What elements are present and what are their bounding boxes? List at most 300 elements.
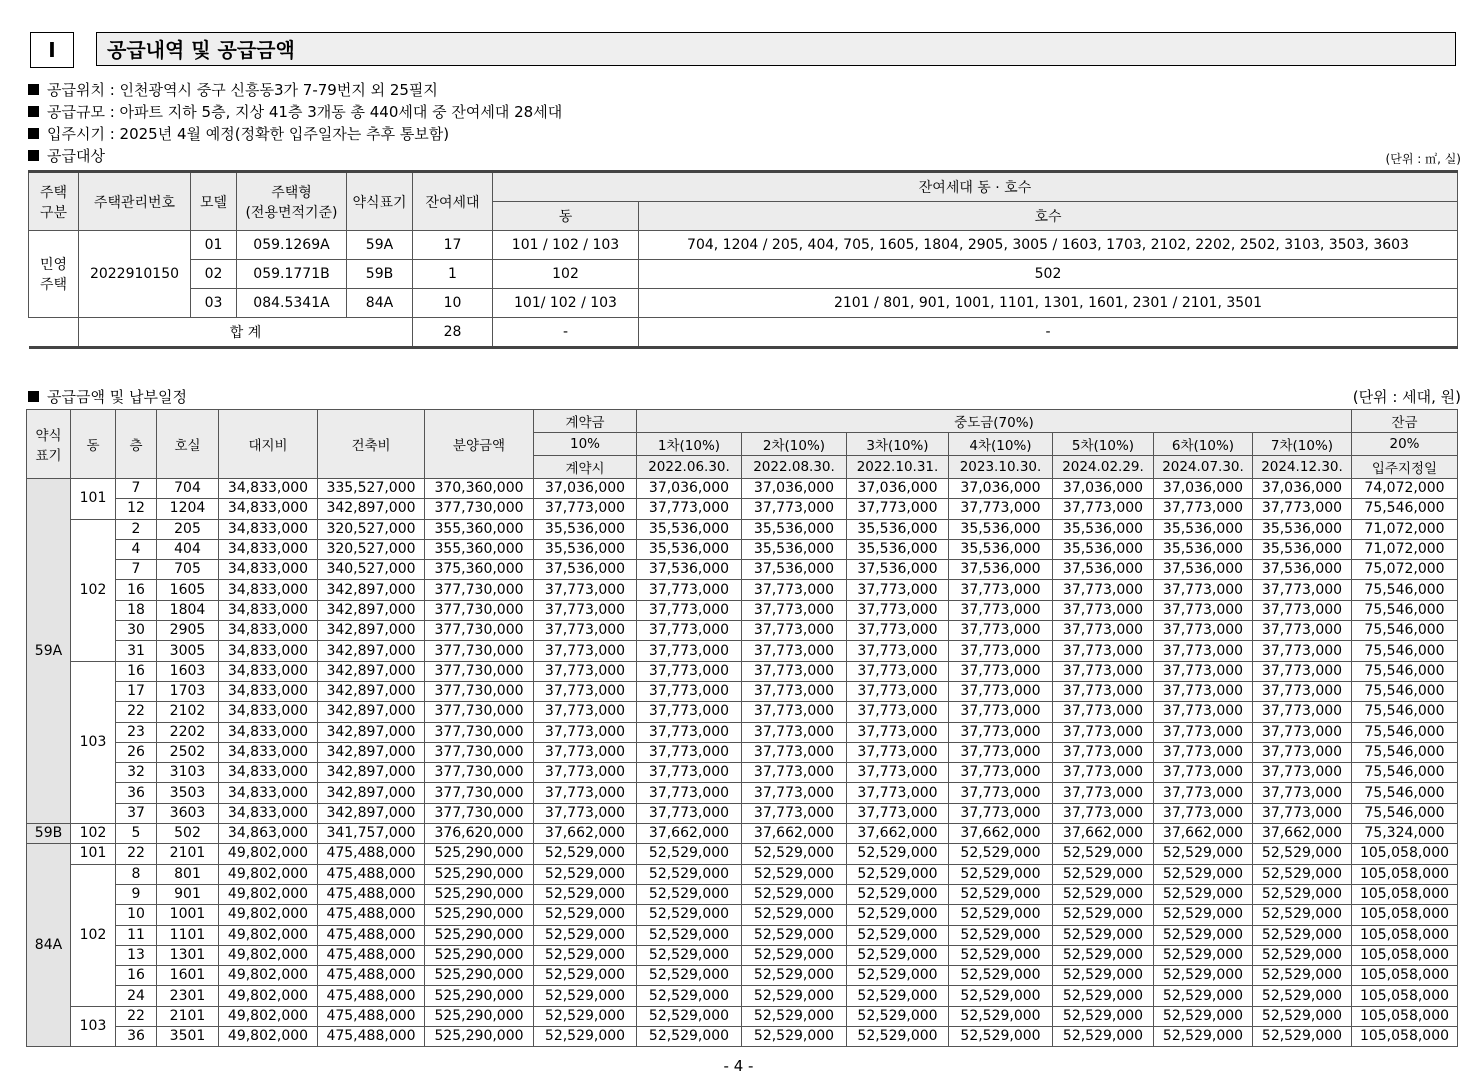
header-middle-label: 6차(10%) <box>1154 433 1253 456</box>
cell-ho: 1301 <box>157 945 219 965</box>
cell-land: 34,833,000 <box>219 621 318 641</box>
cell-middle: 52,529,000 <box>1253 925 1352 945</box>
cell-total: 377,730,000 <box>425 641 534 661</box>
cell-middle: 37,662,000 <box>1154 824 1253 844</box>
cell-balance: 105,058,000 <box>1352 905 1458 925</box>
price-row <box>27 499 1458 519</box>
cell-middle: 37,773,000 <box>1154 783 1253 803</box>
cell-middle: 37,773,000 <box>742 803 847 823</box>
cell-middle: 37,773,000 <box>742 600 847 620</box>
cell-abbr: 84A <box>27 844 71 1047</box>
header-dong: 동 <box>71 410 116 479</box>
cell-land: 49,802,000 <box>219 986 318 1006</box>
cell-balance: 71,072,000 <box>1352 519 1458 539</box>
cell-middle: 37,773,000 <box>949 702 1053 722</box>
cell-contract: 52,529,000 <box>534 945 637 965</box>
cell-floor: 36 <box>116 783 157 803</box>
cell-middle: 37,773,000 <box>637 580 742 600</box>
cell-floor: 17 <box>116 681 157 701</box>
cell-balance: 75,546,000 <box>1352 621 1458 641</box>
cell-land: 49,802,000 <box>219 864 318 884</box>
cell-floor: 32 <box>116 763 157 783</box>
price-row <box>27 681 1458 701</box>
cell-total: 525,290,000 <box>425 864 534 884</box>
total-label: 합 계 <box>79 318 413 348</box>
header-building: 건축비 <box>318 410 425 479</box>
cell-middle: 35,536,000 <box>847 519 949 539</box>
info-location: 공급위치 : 인천광역시 중구 신흥동3가 7-79번지 외 25필지 <box>28 79 438 101</box>
cell-middle: 37,773,000 <box>847 600 949 620</box>
cell-middle: 37,773,000 <box>1253 742 1352 762</box>
cell-middle: 37,536,000 <box>1053 560 1154 580</box>
cell-ho: 2905 <box>157 621 219 641</box>
cell-middle: 37,773,000 <box>1154 742 1253 762</box>
cell-ho: 3103 <box>157 763 219 783</box>
cell-ho: 901 <box>157 884 219 904</box>
price-row <box>27 661 1458 681</box>
cell-land: 34,833,000 <box>219 600 318 620</box>
cell-middle: 52,529,000 <box>742 844 847 864</box>
cell-balance: 75,546,000 <box>1352 702 1458 722</box>
cell-middle: 37,773,000 <box>1154 763 1253 783</box>
header-contract-when: 계약시 <box>534 456 637 479</box>
cell-middle: 52,529,000 <box>949 844 1053 864</box>
cell-balance: 75,546,000 <box>1352 803 1458 823</box>
section-header <box>30 32 1458 70</box>
cell-middle: 52,529,000 <box>1154 986 1253 1006</box>
cell-ho: 1601 <box>157 966 219 986</box>
cell-middle: 37,662,000 <box>742 824 847 844</box>
cell-middle: 52,529,000 <box>637 1006 742 1026</box>
cell-middle: 37,773,000 <box>637 722 742 742</box>
cell-middle: 52,529,000 <box>949 945 1053 965</box>
cell-middle: 37,773,000 <box>847 661 949 681</box>
cell-middle: 37,773,000 <box>949 681 1053 701</box>
cell-middle: 52,529,000 <box>742 945 847 965</box>
cell-middle: 37,773,000 <box>1253 763 1352 783</box>
cell-balance: 75,546,000 <box>1352 722 1458 742</box>
cell-contract: 37,773,000 <box>534 600 637 620</box>
cell-contract: 52,529,000 <box>534 884 637 904</box>
cell-balance: 75,072,000 <box>1352 560 1458 580</box>
cell-middle: 37,773,000 <box>847 641 949 661</box>
cell-building: 320,527,000 <box>318 539 425 559</box>
cell-balance: 105,058,000 <box>1352 844 1458 864</box>
cell-contract: 37,536,000 <box>534 560 637 580</box>
cell-contract: 52,529,000 <box>534 844 637 864</box>
cell-balance: 105,058,000 <box>1352 945 1458 965</box>
header-house-type: 주택형 (전용면적기준) <box>237 172 347 231</box>
cell-middle: 37,773,000 <box>949 803 1053 823</box>
cell-building: 342,897,000 <box>318 803 425 823</box>
supply-cell-remain: 10 <box>413 289 493 318</box>
price-row <box>27 844 1458 864</box>
cell-middle: 37,773,000 <box>949 763 1053 783</box>
header-dong: 동 <box>493 202 639 231</box>
cell-balance: 75,546,000 <box>1352 742 1458 762</box>
total-dong: - <box>493 318 639 348</box>
cell-total: 377,730,000 <box>425 681 534 701</box>
cell-contract: 37,773,000 <box>534 641 637 661</box>
cell-total: 377,730,000 <box>425 580 534 600</box>
cell-contract: 37,773,000 <box>534 722 637 742</box>
header-land: 대지비 <box>219 410 318 479</box>
price-row <box>27 864 1458 884</box>
cell-ho: 3503 <box>157 783 219 803</box>
header-balance-pct: 20% <box>1352 433 1458 456</box>
cell-middle: 52,529,000 <box>1053 1006 1154 1026</box>
cell-middle: 52,529,000 <box>949 925 1053 945</box>
cell-middle: 37,773,000 <box>1154 600 1253 620</box>
cell-dong: 101 <box>71 844 116 864</box>
cell-contract: 52,529,000 <box>534 966 637 986</box>
header-middle-date: 2024.02.29. <box>1053 456 1154 479</box>
cell-middle: 52,529,000 <box>1154 844 1253 864</box>
header-middle-label: 5차(10%) <box>1053 433 1154 456</box>
cell-middle: 37,036,000 <box>949 479 1053 499</box>
cell-middle: 37,773,000 <box>637 681 742 701</box>
cell-total: 525,290,000 <box>425 905 534 925</box>
cell-middle: 52,529,000 <box>637 966 742 986</box>
cell-middle: 52,529,000 <box>1053 905 1154 925</box>
cell-contract: 37,773,000 <box>534 621 637 641</box>
cell-land: 49,802,000 <box>219 945 318 965</box>
cell-middle: 37,773,000 <box>1154 722 1253 742</box>
cell-contract: 37,036,000 <box>534 479 637 499</box>
cell-abbr: 59A <box>27 479 71 824</box>
cell-middle: 37,773,000 <box>637 702 742 722</box>
price-row <box>27 803 1458 823</box>
cell-total: 377,730,000 <box>425 621 534 641</box>
header-contract-pct: 10% <box>534 433 637 456</box>
cell-total: 525,290,000 <box>425 986 534 1006</box>
cell-middle: 37,773,000 <box>1053 702 1154 722</box>
cell-middle: 37,773,000 <box>1253 783 1352 803</box>
cell-ho: 2301 <box>157 986 219 1006</box>
cell-building: 475,488,000 <box>318 986 425 1006</box>
cell-middle: 37,773,000 <box>742 783 847 803</box>
cell-middle: 52,529,000 <box>1053 1027 1154 1047</box>
cell-middle: 52,529,000 <box>847 1027 949 1047</box>
cell-middle: 52,529,000 <box>637 925 742 945</box>
cell-contract: 37,773,000 <box>534 742 637 762</box>
cell-building: 342,897,000 <box>318 702 425 722</box>
header-middle-label: 1차(10%) <box>637 433 742 456</box>
price-row <box>27 986 1458 1006</box>
cell-middle: 37,773,000 <box>1154 681 1253 701</box>
cell-middle: 37,773,000 <box>1253 803 1352 823</box>
cell-middle: 52,529,000 <box>949 905 1053 925</box>
cell-middle: 37,773,000 <box>637 499 742 519</box>
cell-dong: 102 <box>71 519 116 661</box>
cell-middle: 37,773,000 <box>949 641 1053 661</box>
cell-balance: 75,324,000 <box>1352 824 1458 844</box>
price-row <box>27 945 1458 965</box>
header-middle-date: 2022.06.30. <box>637 456 742 479</box>
total-ho: - <box>639 318 1458 348</box>
page-number: - 4 - <box>723 1057 754 1075</box>
cell-land: 34,833,000 <box>219 641 318 661</box>
cell-middle: 52,529,000 <box>1053 986 1154 1006</box>
cell-contract: 37,773,000 <box>534 803 637 823</box>
cell-floor: 22 <box>116 1006 157 1026</box>
supply-cell-dong: 101 / 102 / 103 <box>493 231 639 260</box>
header-remain: 잔여세대 <box>413 172 493 231</box>
cell-land: 49,802,000 <box>219 884 318 904</box>
cell-middle: 37,036,000 <box>1253 479 1352 499</box>
cell-middle: 37,773,000 <box>1053 621 1154 641</box>
cell-middle: 52,529,000 <box>847 905 949 925</box>
cell-middle: 37,773,000 <box>1053 641 1154 661</box>
empty-cell <box>29 318 79 348</box>
cell-middle: 37,773,000 <box>1154 803 1253 823</box>
cell-land: 49,802,000 <box>219 1027 318 1047</box>
header-middle-date: 2023.10.30. <box>949 456 1053 479</box>
cell-building: 342,897,000 <box>318 763 425 783</box>
supply-cell-remain: 17 <box>413 231 493 260</box>
cell-middle: 37,536,000 <box>847 560 949 580</box>
cell-middle: 52,529,000 <box>1253 864 1352 884</box>
cell-building: 475,488,000 <box>318 905 425 925</box>
info-scale: 공급규모 : 아파트 지하 5층, 지상 41층 3개동 총 440세대 중 잔여세대 28세대 <box>28 101 562 123</box>
cell-dong: 102 <box>71 824 116 844</box>
cell-middle: 37,773,000 <box>1053 763 1154 783</box>
cell-middle: 37,773,000 <box>1154 499 1253 519</box>
cell-middle: 52,529,000 <box>637 986 742 1006</box>
price-row <box>27 905 1458 925</box>
cell-middle: 52,529,000 <box>1053 844 1154 864</box>
header-abbr: 약식표기 <box>347 172 413 231</box>
cell-middle: 37,536,000 <box>1253 560 1352 580</box>
cell-middle: 37,773,000 <box>847 742 949 762</box>
price-header-row <box>27 410 1458 433</box>
price-row <box>27 641 1458 661</box>
cell-middle: 37,773,000 <box>847 783 949 803</box>
cell-balance: 105,058,000 <box>1352 925 1458 945</box>
cell-middle: 52,529,000 <box>949 966 1053 986</box>
cell-middle: 37,773,000 <box>847 803 949 823</box>
cell-ho: 1603 <box>157 661 219 681</box>
cell-middle: 52,529,000 <box>1053 884 1154 904</box>
cell-total: 377,730,000 <box>425 803 534 823</box>
cell-middle: 37,662,000 <box>949 824 1053 844</box>
cell-middle: 35,536,000 <box>742 519 847 539</box>
cell-total: 370,360,000 <box>425 479 534 499</box>
cell-land: 34,833,000 <box>219 722 318 742</box>
cell-building: 342,897,000 <box>318 661 425 681</box>
cell-middle: 37,036,000 <box>1053 479 1154 499</box>
cell-middle: 52,529,000 <box>949 864 1053 884</box>
header-mgmt-no: 주택관리번호 <box>79 172 191 231</box>
cell-middle: 52,529,000 <box>847 844 949 864</box>
cell-ho: 2101 <box>157 844 219 864</box>
cell-ho: 3603 <box>157 803 219 823</box>
cell-contract: 52,529,000 <box>534 905 637 925</box>
cell-middle: 37,773,000 <box>1053 499 1154 519</box>
cell-balance: 105,058,000 <box>1352 966 1458 986</box>
supply-cell-model: 02 <box>191 260 237 289</box>
header-middle-date: 2022.10.31. <box>847 456 949 479</box>
cell-contract: 37,773,000 <box>534 783 637 803</box>
cell-dong: 103 <box>71 661 116 823</box>
cell-middle: 37,773,000 <box>1154 702 1253 722</box>
cell-middle: 52,529,000 <box>1154 864 1253 884</box>
cell-floor: 36 <box>116 1027 157 1047</box>
cell-total: 377,730,000 <box>425 702 534 722</box>
cell-middle: 52,529,000 <box>1154 905 1253 925</box>
supply-cell-abbr: 84A <box>347 289 413 318</box>
cell-middle: 52,529,000 <box>1253 884 1352 904</box>
cell-middle: 37,773,000 <box>1253 722 1352 742</box>
cell-total: 377,730,000 <box>425 600 534 620</box>
cell-balance: 75,546,000 <box>1352 580 1458 600</box>
cell-building: 342,897,000 <box>318 600 425 620</box>
cell-total: 525,290,000 <box>425 945 534 965</box>
cell-middle: 35,536,000 <box>1053 519 1154 539</box>
cell-floor: 26 <box>116 742 157 762</box>
cell-middle: 52,529,000 <box>847 945 949 965</box>
cell-middle: 52,529,000 <box>1154 966 1253 986</box>
cell-middle: 52,529,000 <box>1154 945 1253 965</box>
cell-middle: 52,529,000 <box>949 986 1053 1006</box>
cell-middle: 37,773,000 <box>637 742 742 762</box>
cell-middle: 37,773,000 <box>1053 681 1154 701</box>
cell-middle: 52,529,000 <box>1253 905 1352 925</box>
cell-middle: 35,536,000 <box>949 539 1053 559</box>
cell-middle: 35,536,000 <box>637 519 742 539</box>
cell-middle: 37,773,000 <box>949 783 1053 803</box>
cell-middle: 37,773,000 <box>742 641 847 661</box>
supply-row <box>29 231 1458 260</box>
cell-middle: 37,536,000 <box>637 560 742 580</box>
cell-land: 34,833,000 <box>219 742 318 762</box>
cell-balance: 74,072,000 <box>1352 479 1458 499</box>
supply-total-row <box>29 318 1458 348</box>
cell-middle: 37,773,000 <box>949 661 1053 681</box>
supply-cell-type: 084.5341A <box>237 289 347 318</box>
cell-total: 377,730,000 <box>425 763 534 783</box>
cell-middle: 37,773,000 <box>1253 661 1352 681</box>
info-target: 공급대상 <box>28 145 105 167</box>
cell-middle: 52,529,000 <box>1253 986 1352 1006</box>
mgmt-no-cell: 2022910150 <box>79 231 191 318</box>
cell-ho: 704 <box>157 479 219 499</box>
supply-cell-abbr: 59B <box>347 260 413 289</box>
header-total: 분양금액 <box>425 410 534 479</box>
cell-middle: 37,773,000 <box>847 763 949 783</box>
price-row <box>27 479 1458 499</box>
cell-middle: 37,662,000 <box>1253 824 1352 844</box>
cell-total: 525,290,000 <box>425 966 534 986</box>
section-number: Ⅰ <box>30 32 74 68</box>
cell-middle: 37,773,000 <box>1253 499 1352 519</box>
supply-cell-ho: 704, 1204 / 205, 404, 705, 1605, 1804, 2905, 3005 / 1603, 1703, 2102, 2202, 2502, 3103, 3503, 3603 <box>639 231 1458 260</box>
price-row <box>27 1006 1458 1026</box>
cell-middle: 37,773,000 <box>1053 722 1154 742</box>
cell-dong: 102 <box>71 864 116 1006</box>
cell-middle: 35,536,000 <box>949 519 1053 539</box>
cell-floor: 7 <box>116 560 157 580</box>
cell-middle: 52,529,000 <box>1253 945 1352 965</box>
cell-total: 355,360,000 <box>425 539 534 559</box>
cell-middle: 35,536,000 <box>1053 539 1154 559</box>
cell-contract: 52,529,000 <box>534 1006 637 1026</box>
cell-middle: 52,529,000 <box>742 1027 847 1047</box>
cell-middle: 37,036,000 <box>847 479 949 499</box>
cell-middle: 37,773,000 <box>1253 580 1352 600</box>
cell-middle: 37,773,000 <box>949 600 1053 620</box>
header-type: 주택 구분 <box>29 172 79 231</box>
cell-building: 342,897,000 <box>318 681 425 701</box>
cell-ho: 1001 <box>157 905 219 925</box>
cell-middle: 52,529,000 <box>1154 925 1253 945</box>
cell-middle: 37,536,000 <box>742 560 847 580</box>
cell-middle: 52,529,000 <box>847 1006 949 1026</box>
cell-total: 525,290,000 <box>425 925 534 945</box>
price-row <box>27 539 1458 559</box>
cell-middle: 37,773,000 <box>1154 641 1253 661</box>
cell-land: 34,833,000 <box>219 803 318 823</box>
cell-middle: 37,773,000 <box>1053 742 1154 762</box>
cell-middle: 37,662,000 <box>1053 824 1154 844</box>
cell-middle: 37,662,000 <box>637 824 742 844</box>
cell-middle: 52,529,000 <box>1053 925 1154 945</box>
cell-balance: 105,058,000 <box>1352 1027 1458 1047</box>
cell-middle: 37,773,000 <box>742 722 847 742</box>
cell-balance: 105,058,000 <box>1352 864 1458 884</box>
cell-middle: 37,773,000 <box>1154 580 1253 600</box>
cell-middle: 37,773,000 <box>1253 681 1352 701</box>
cell-total: 525,290,000 <box>425 1027 534 1047</box>
cell-dong: 101 <box>71 479 116 520</box>
cell-middle: 52,529,000 <box>742 986 847 1006</box>
cell-middle: 52,529,000 <box>742 925 847 945</box>
cell-middle: 35,536,000 <box>1154 519 1253 539</box>
price-row <box>27 621 1458 641</box>
cell-balance: 71,072,000 <box>1352 539 1458 559</box>
supply-cell-ho: 502 <box>639 260 1458 289</box>
header-ho: 호수 <box>639 202 1458 231</box>
section-title: 공급내역 및 공급금액 <box>96 32 1456 66</box>
cell-middle: 37,773,000 <box>742 499 847 519</box>
cell-middle: 37,536,000 <box>949 560 1053 580</box>
cell-middle: 52,529,000 <box>1053 966 1154 986</box>
price-row <box>27 560 1458 580</box>
cell-total: 525,290,000 <box>425 1006 534 1026</box>
header-balance: 잔금 <box>1352 410 1458 433</box>
supply-row <box>29 260 1458 289</box>
cell-floor: 23 <box>116 722 157 742</box>
cell-floor: 2 <box>116 519 157 539</box>
cell-middle: 37,773,000 <box>949 580 1053 600</box>
cell-middle: 52,529,000 <box>949 884 1053 904</box>
cell-middle: 37,773,000 <box>637 661 742 681</box>
cell-total: 375,360,000 <box>425 560 534 580</box>
cell-middle: 52,529,000 <box>637 844 742 864</box>
cell-total: 377,730,000 <box>425 661 534 681</box>
cell-ho: 1703 <box>157 681 219 701</box>
supply-cell-ho: 2101 / 801, 901, 1001, 1101, 1301, 1601, 2301 / 2101, 3501 <box>639 289 1458 318</box>
price-row <box>27 519 1458 539</box>
cell-middle: 52,529,000 <box>637 864 742 884</box>
cell-land: 49,802,000 <box>219 1006 318 1026</box>
supply-cell-remain: 1 <box>413 260 493 289</box>
cell-floor: 16 <box>116 580 157 600</box>
cell-ho: 205 <box>157 519 219 539</box>
cell-middle: 52,529,000 <box>949 1027 1053 1047</box>
cell-middle: 35,536,000 <box>847 539 949 559</box>
cell-land: 34,833,000 <box>219 499 318 519</box>
